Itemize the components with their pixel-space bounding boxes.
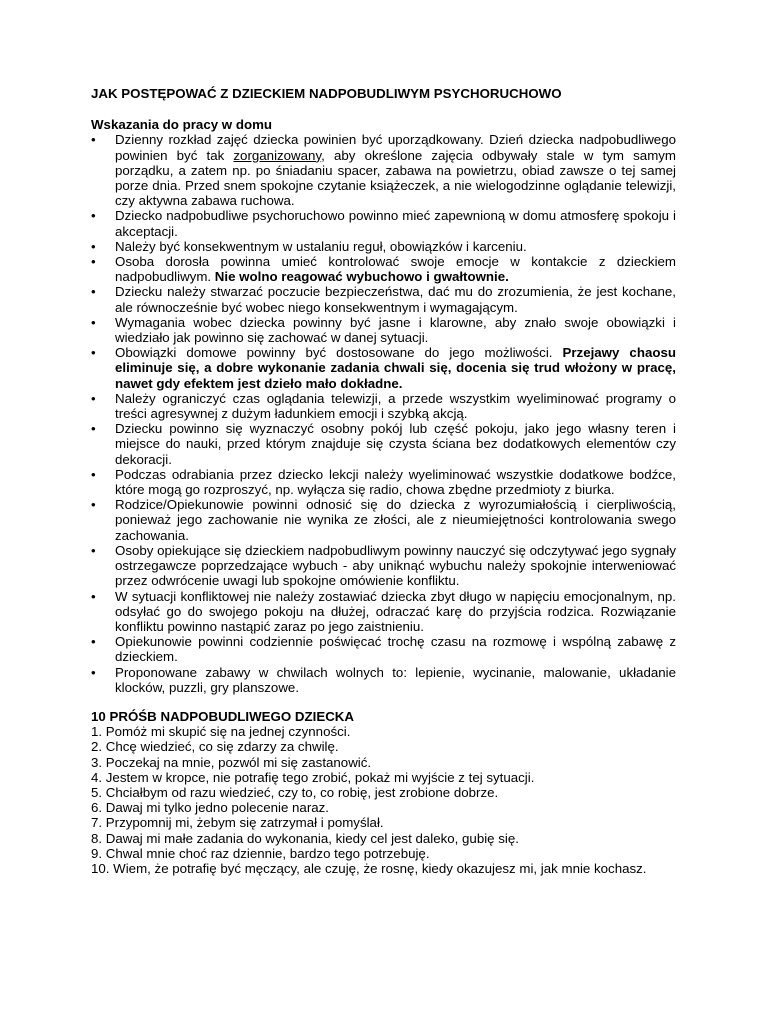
text-run: Podczas odrabiania przez dziecko lekcji należy wyeliminować wszystkie dodatkowe bodźce, które mogą go rozproszyć, np. wyłącza się radio, chowa zbędne przedmioty z biurka. bbox=[115, 466, 676, 498]
guideline-text bbox=[115, 254, 676, 284]
bullet-icon: • bbox=[91, 497, 96, 513]
text-run: , aby określone zajęcia odbywały stale w tym samym porządku, a zatem np. po śniadaniu spacer, zabawa na powietrzu, obiad zawsze o tej samej porze dnia. Przed snem spokojne czytanie książeczek, a nie wielogodzinne oglądanie telewizji, czy aktywna zabawa ruchowa. bbox=[115, 147, 676, 209]
request-item: 7. Przypomnij mi, żebym się zatrzymał i pomyślał. bbox=[91, 815, 384, 831]
underlined-text: zorganizowany bbox=[233, 147, 322, 163]
guideline-item bbox=[91, 634, 676, 664]
request-item: 1. Pomóż mi skupić się na jednej czynności. bbox=[91, 724, 351, 740]
guideline-item bbox=[91, 132, 676, 208]
guideline-text bbox=[115, 208, 676, 238]
bullet-icon: • bbox=[91, 466, 96, 482]
bullet-icon: • bbox=[91, 208, 96, 224]
text-run: Rodzice/Opiekunowie powinni odnosić się do dziecka z wyrozumiałością i cierpliwością, ponieważ jego zachowanie nie wynika ze złości, ale z nieumiejętności kontrolowania swego zachowania. bbox=[115, 497, 676, 543]
text-run: Osoby opiekujące się dzieckiem nadpobudliwym powinny nauczyć się odczytywać jego sygnały ostrzegawcze poprzedzające wybuch - aby uniknąć wybuchu należy spokojnie interweniować przez odwrócenie uwagi lub spokojne omówienie konfliktu. bbox=[115, 542, 676, 589]
bullet-icon: • bbox=[91, 132, 96, 148]
guideline-item bbox=[91, 543, 676, 589]
emphasis-text: Nie wolno reagować wybuchowo i gwałtownie. bbox=[214, 269, 509, 285]
guidelines-list bbox=[91, 132, 676, 695]
request-item: 6. Dawaj mi tylko jedno polecenie naraz. bbox=[91, 800, 329, 816]
bullet-icon: • bbox=[91, 664, 96, 680]
document-content bbox=[91, 86, 676, 876]
text-run: Proponowane zabawy w chwilach wolnych to: lepienie, wycinanie, malowanie, układanie klocków, puzzli, gry planszowe. bbox=[115, 664, 676, 695]
guideline-item bbox=[91, 391, 676, 421]
guideline-item bbox=[91, 315, 676, 345]
bullet-icon: • bbox=[91, 345, 96, 361]
guideline-text bbox=[115, 132, 676, 208]
guideline-text bbox=[115, 315, 676, 345]
text-run: Opiekunowie powinni codziennie poświęcać trochę czasu na rozmowę i wspólną zabawę z dzieckiem. bbox=[115, 634, 676, 665]
guideline-text bbox=[115, 665, 676, 695]
request-item: 8. Dawaj mi małe zadania do wykonania, kiedy cel jest daleko, gubię się. bbox=[91, 830, 519, 846]
bullet-icon: • bbox=[91, 238, 96, 254]
emphasis-text: Przejawy chaosu eliminuje się, a dobre wykonanie zadania chwali się, docenia się trud włożony w pracę, nawet gdy efektem jest dzieło mało dokładne. bbox=[115, 345, 676, 391]
guideline-text bbox=[115, 421, 676, 467]
bullet-icon: • bbox=[91, 542, 96, 558]
section-heading-home: Wskazania do pracy w domu bbox=[91, 117, 273, 133]
guideline-item bbox=[91, 345, 676, 391]
text-run: Dziecku należy stwarzać poczucie bezpieczeństwa, dać mu do zrozumienia, że jest kochane, ale równocześnie być wobec niego konsekwentnym i wymagającym. bbox=[115, 284, 676, 315]
request-item: 9. Chwal mnie choć raz dziennie, bardzo tego potrzebuję. bbox=[91, 845, 430, 861]
guideline-text bbox=[115, 589, 676, 635]
bullet-icon: • bbox=[91, 588, 96, 604]
bullet-icon: • bbox=[91, 284, 96, 300]
guideline-item bbox=[91, 665, 676, 695]
guideline-item bbox=[91, 589, 676, 635]
bullet-icon: • bbox=[91, 314, 96, 330]
guideline-text bbox=[115, 284, 676, 314]
bullet-icon: • bbox=[91, 390, 96, 406]
guideline-item bbox=[91, 467, 676, 497]
request-item: 5. Chciałbym od razu wiedzieć, czy to, co robię, jest zrobione dobrze. bbox=[91, 784, 499, 800]
requests-list bbox=[91, 724, 676, 876]
request-item: 10. Wiem, że potrafię być męczący, ale czuję, że rosnę, kiedy okazujesz mi, jak mnie kochasz. bbox=[91, 860, 647, 876]
bullet-icon: • bbox=[91, 254, 96, 270]
text-run: Dziecku powinno się wyznaczyć osobny pokój lub część pokoju, jako jego własny teren i miejsce do nauki, przed którym znajduje się czysta ściana bez dodatkowych elementów czy dekoracji. bbox=[115, 421, 676, 467]
guideline-text bbox=[115, 467, 676, 497]
bullet-icon: • bbox=[91, 634, 96, 650]
text-run: Dziecko nadpobudliwe psychoruchowo powinno mieć zapewnioną w domu atmosferę spokoju i akceptacji. bbox=[115, 208, 676, 239]
guideline-item bbox=[91, 497, 676, 543]
text-run: Należy być konsekwentnym w ustalaniu reguł, obowiązków i karceniu. bbox=[115, 238, 527, 254]
text-run: Wymagania wobec dziecka powinny być jasne i klarowne, aby znało swoje obowiązki i wiedziało jak powinno się zachować w danej sytuacji. bbox=[115, 314, 676, 346]
guideline-text bbox=[115, 634, 676, 664]
guideline-text bbox=[115, 345, 676, 391]
section-heading-requests: 10 PRÓŚB NADPOBUDLIWEGO DZIECKA bbox=[91, 708, 355, 724]
document-title: JAK POSTĘPOWAĆ Z DZIECKIEM NADPOBUDLIWYM PSYCHORUCHOWO bbox=[91, 86, 562, 101]
bullet-icon: • bbox=[91, 421, 96, 437]
text-run: Dzienny rozkład zajęć dziecka powinien być uporządkowany. Dzień dziecka nadpobudliwego powinien być tak bbox=[115, 132, 676, 163]
text-run: Obowiązki domowe powinny być dostosowane do jego możliwości. bbox=[115, 345, 563, 361]
guideline-text bbox=[115, 391, 676, 421]
request-item: 4. Jestem w kropce, nie potrafię tego zrobić, pokaż mi wyjście z tej sytuacji. bbox=[91, 769, 535, 785]
guideline-item bbox=[91, 421, 676, 467]
guideline-text bbox=[115, 543, 676, 589]
guideline-text bbox=[115, 239, 676, 254]
guideline-item bbox=[91, 284, 676, 314]
guideline-text bbox=[115, 497, 676, 543]
guideline-item bbox=[91, 254, 676, 284]
request-item: 2. Chcę wiedzieć, co się zdarzy za chwilę. bbox=[91, 739, 339, 755]
guideline-item bbox=[91, 239, 676, 254]
text-run: Osoba dorosła powinna umieć kontrolować swoje emocje w kontakcie z dzieckiem nadpobudliwym. bbox=[115, 254, 676, 285]
text-run: W sytuacji konfliktowej nie należy zostawiać dziecka zbyt długo w napięciu emocjonalnym, np. odsyłać go do swojego pokoju na dłużej, odraczać karę do przyjścia rodzica. Rozwiązanie konfliktu powinno nastąpić zaraz po jego zaistnieniu. bbox=[115, 588, 676, 634]
request-item: 3. Poczekaj na mnie, pozwól mi się zastanowić. bbox=[91, 754, 372, 770]
guideline-item bbox=[91, 208, 676, 238]
text-run: Należy ograniczyć czas oglądania telewizji, a przede wszystkim wyeliminować programy o treści agresywnej z dużym ładunkiem emocji i szybką akcją. bbox=[115, 390, 676, 422]
